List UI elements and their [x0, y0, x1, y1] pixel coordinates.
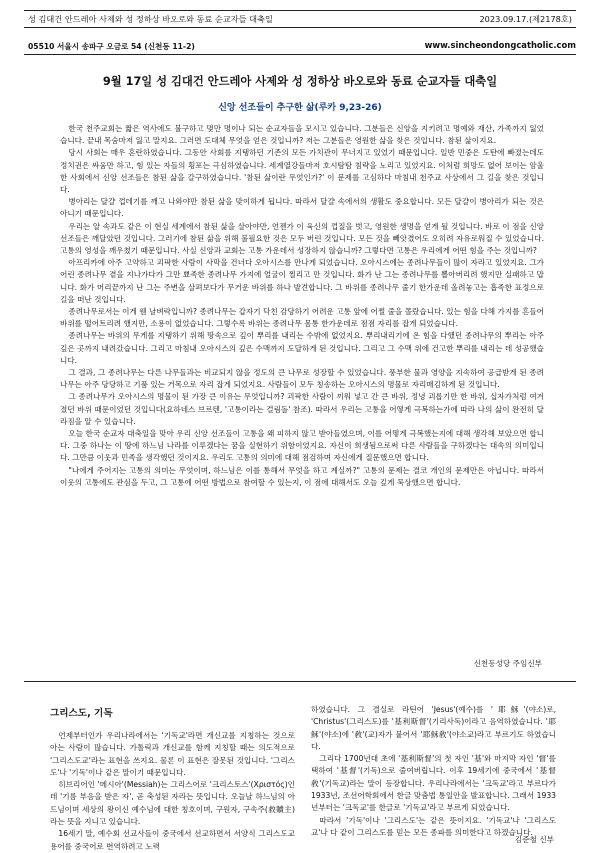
- issue-date: 2023.09.17.(제2178호): [479, 14, 572, 24]
- column-right: [311, 704, 556, 839]
- paragraph: 오늘 한국 순교자 대축일을 맞아 우리 신앙 선조들이 고통을 왜 피하지 않고 받아들였으며, 이를 어떻게 극복했는지에 대해 생각해 보았으면 합니다. 그중 하나는 이 땅에 하느님 나라를 이루겠다는 꿈을 실현하기 위함이었지요. 자신이 희생됨으로써 다른 사람들을 구하겠다는 대속의 의미입니다. 그만큼 이웃과 민족을 생각했던 것이지요. 우리도 고통의 의미에 대해 점검하며 자신에게 질문했으면 합니다.: [60, 429, 544, 463]
- masthead-bar: [24, 10, 576, 28]
- section-divider: [24, 681, 576, 682]
- parish-website-link[interactable]: www.sincheondongcatholic.com: [424, 40, 576, 50]
- paragraph: 히브리어인 '메시아'(Messiah)는 그리스어로 '크리스토스'(Χριστός)인데 '기름 부음을 받은 자', 곧 축성된 자라는 뜻입니다. 오늘날 하느님의 아드님이며 세상의 왕이신 예수님에 대한 칭호이며, 구원자, 구속주(救贖主)라는 뜻을 지니고 있습니다.: [50, 780, 295, 827]
- signature: 신천동성당 주임신부: [473, 659, 542, 668]
- paragraph: 아프리카에 아주 고약하고 괴팍한 사람이 사막을 건너다 오아시스를 만나게 되었습니다. 오아시스에는 종려나무들이 많이 자라고 있었지요. 그가 어린 종려나무 곁을 지나가다가 그만 뾰족한 종려나무 가지에 얼굴이 찔리고 만 것입니다. 화가 난 그는 종려나무를 뽑아버리려 했지만 실패하고 맙니다. 화가 머리끝까지 난 그는 주변을 살펴보다가 무거운 바위를 하나 발견합니다. 그 바위를 종려나무 줄기 한가운데 올려놓고는 흡족한 표정으로 길을 떠난 것입니다.: [60, 258, 544, 304]
- column-left: [50, 730, 295, 853]
- paragraph: 병아리는 달걀 껍데기를 깨고 나와야만 참된 삶을 맞이하게 됩니다. 따라서 달걀 속에서의 생활도 중요합니다. 모든 달걀이 병아리가 되는 것은 아니기 때문입니다.: [60, 197, 544, 219]
- paragraph: 종려나무는 바위의 무게를 지탱하기 위해 땅속으로 깊이 뿌리를 내리는 수밖에 없었지요. 뿌리내리기에 온 힘을 다했던 종려나무의 뿌리는 아주 깊은 곳까지 내려갔습니다. 그리고 마침내 오아시스의 깊은 수맥까지 도달하게 된 것입니다. 그리고 그 수맥 위에 건고한 뿌리를 내리는 데 성공했습니다.: [60, 331, 544, 365]
- paragraph: 당시 사회는 매우 혼란하였습니다. 그동안 사회를 지탱하던 기존의 모든 가치관이 무너지고 있었기 때문입니다. 일반 민중은 도탄에 빠졌는데도 정치권은 싸움만 하고, 힘 있는 자들의 횡포는 극심하였습니다. 세계열강들마저 호시탐탐 침략을 노리고 있었지요. 이처럼 희망도 없어 보이는 암울한 사회에서 신앙 선조들은 참된 삶을 갈구하였습니다. '참된 삶이란 무엇인가?' 이 문제를 고심하다 마침내 천주교 사상에서 그 길을 찾은 것입니다.: [60, 148, 544, 195]
- paragraph: 16세기 말, 예수회 선교사들이 중국에서 선교하면서 서양식 그리스도교 용어를 중국어로 번역하려고 노력: [50, 829, 295, 851]
- paragraph: 그리다 1700년대 초에 '基利斯督'의 첫 자인 '基'와 마지막 자인 '督'를 택하여 '基督'(기독)으로 줄여버립니다. 이후 19세기에 중국에서 '基督敎'(기독교)라는 말이 등장합니다. 우리나라에서는 '크독교'라고 부르다가 1933년, 조선어학회에서 한글 맞춤법 통일안을 발표합니다. 그래서 1933년부터는 '크독교'를 한글로 '기독교'라고 부르게 되었습니다.: [311, 754, 556, 813]
- paragraph: 언제부터인가 우리나라에서는 '기독교'라면 개신교를 지칭하는 것으로 아는 사람이 많습니다. 가톨릭과 개신교를 함께 지칭할 때는 의도적으로 '그리스도교'라는 표현을 쓰지요. 물론 이 표현은 잘못된 것입니다. '그리스도'나 '기독'이나 같은 말이기 때문입니다.: [50, 731, 295, 777]
- paragraph: "나에게 주어지는 고통의 의미는 무엇이며, 하느님은 이를 통해서 무엇을 하고 계실까?" 고통의 문제는 결코 개인의 문제만은 아닙니다. 따라서 이웃의 고통에도 관심을 두고, 그 고통에 어떤 방법으로 참여할 수 있는지, 이 점에 대해서도 오늘 깊게 묵상했으면 합니다.: [60, 465, 544, 487]
- section-title: 그리스도, 기독: [50, 708, 113, 719]
- section-author: 김준철 신부: [514, 835, 554, 844]
- parish-address: 05510 서울시 송파구 오금로 54 (신천동 11-2): [28, 42, 195, 51]
- paragraph: 종려나무로서는 이게 웬 날벼락입니까? 종려나무는 갑자기 닥친 감당하기 어려운 고통 앞에 어쩔 줄을 몰랐습니다. 있는 힘을 다해 가지를 흔들어 바위를 떨어트리려 했지만, 소용이 없었습니다. 그렇수록 바위는 종려나무 몸통 한가운데로 점점 자리를 잡게 되었습니다.: [60, 307, 544, 329]
- homily-body: [60, 123, 544, 489]
- paragraph: 우리는 알 속과도 같은 이 현실 세계에서 참된 삶을 살아야만, 언젠가 이 육신의 껍질을 벗고, 영원한 생명을 얻게 될 것입니다. 바로 이 점을 신앙 선조들은 깨달았던 것입니다. 그러기에 참된 삶을 위해 불필요한 것은 모두 버린 것입니다. 모든 것을 빼앗겼어도 오히려 자유로워질 수 있었습니다. 고통의 영성을 깨우쳤기 때문입니다. 사실 신앙과 교회는 고통 가운데서 성장하지 않습니까? 그렇다면 고통은 우리에게 어떤 힘을 주는 것입니까?: [60, 221, 544, 256]
- paragraph: 그 결과, 그 종려나무는 다른 나무들과는 비교되지 않을 정도의 큰 나무로 성장할 수 있었습니다. 풍부한 물과 영양을 지속하여 공급받게 된 종려나무는 아주 당당하고 기품 있는 거목으로 자리 잡게 되었지요. 사람들이 모두 칭송하는 오아시스의 명물로 자리매김하게 된 것입니다.: [60, 368, 544, 390]
- paragraph: 하였습니다. 그 결실로 라틴어 'Jesus'(예수)를 '耶穌'(야소)로, 'Christus'(그리스도)를 '基利斯督'(기리사독)이라고 음역하였습니다. '耶穌'(야소)에 '敎'(교)자가 붙어서 '耶穌敎'(야소교)라고 부르기도 하였습니다.: [311, 705, 556, 751]
- homily-subtitle: 신앙 선조들이 추구한 삶(루카 9,23-26): [218, 103, 382, 113]
- page-title: 9월 17일 성 김대건 안드레아 사제와 성 정하상 바오로와 동료 순교자들 대축일: [102, 75, 498, 88]
- feast-day-banner: 성 김대건 안드레아 사제와 성 정하상 바오로와 동료 순교자들 대축일: [28, 14, 273, 24]
- paragraph: 따라서 '기독'이나 '그리스도'는 같은 뜻이지요. '기독교'나 '그리스도교'나 다 같이 그리스도를 믿는 모든 종파를 의미한다고 하겠습니다.: [311, 815, 556, 837]
- paragraph: 한국 천주교회는 짧은 역사에도 불구하고 몇만 명이나 되는 순교자들을 모시고 있습니다. 그분들은 신앙을 지키려고 명예와 재산, 가족까지 잃었습니다. 끝내 목숨마저 잃고 말지요. 그러면 도대체 무엇을 얻은 것입니까? 저는 그분들은 영원한 삶을 찾은 것입니다. 참된 삶이지요.: [60, 124, 544, 146]
- header-divider: [24, 54, 576, 55]
- paragraph: 그 종려나무가 오아시스의 명물이 된 가장 큰 이유는 무엇입니까? 괴팍한 사람이 끼워 넣고 간 큰 바위, 정녕 괴롭기만 한 바위, 십자가처럼 여겨졌던 바위 때문이었던 것입니다(요하네스 브르텐, '고통이라는 걸림돌' 참조). 따라서 우리는 고통을 어떻게 극복하는가에 따라 나의 삶이 완전히 달라짐을 알 수 있습니다.: [60, 392, 544, 426]
